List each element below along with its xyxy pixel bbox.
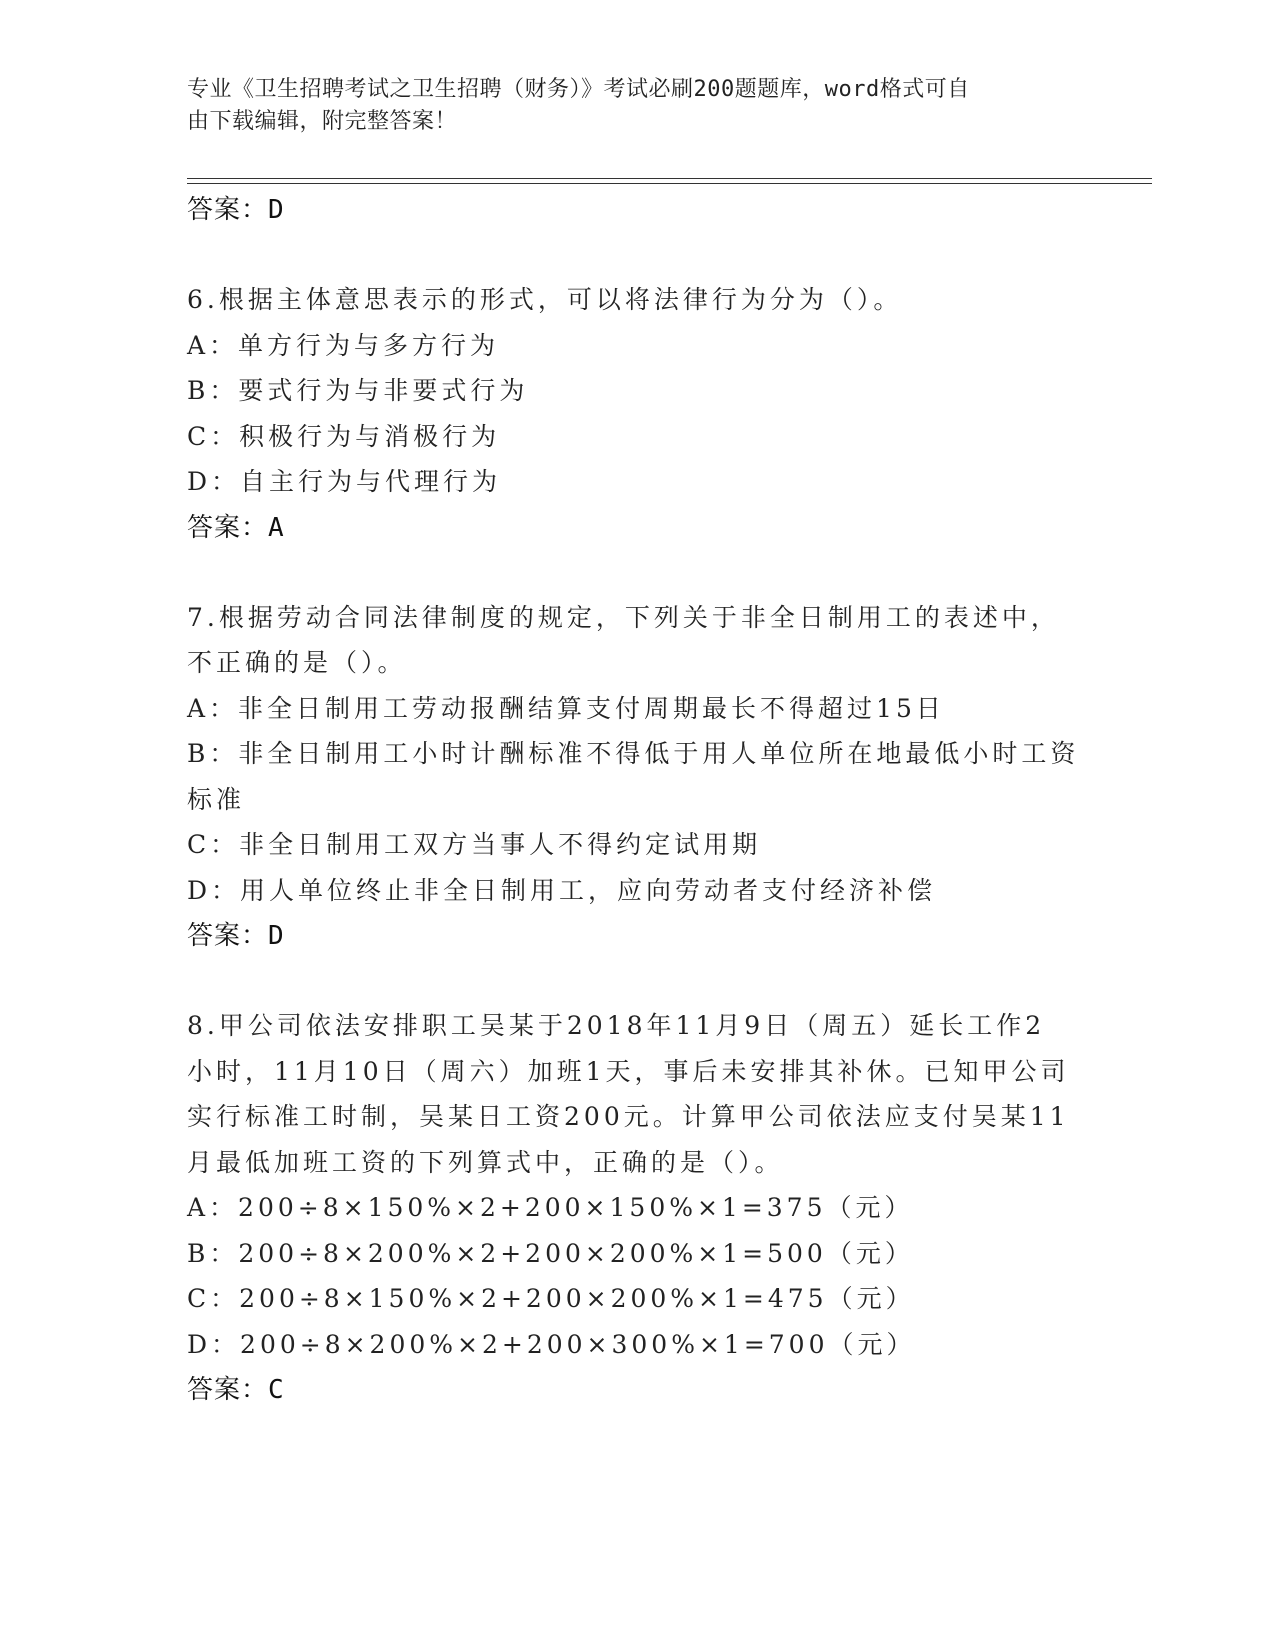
question-answer [187, 505, 1087, 551]
answer-value: A [268, 512, 285, 543]
header-divider [187, 178, 1152, 179]
question-8 [187, 1003, 1087, 1413]
answer-value: C [268, 1375, 285, 1405]
option-d: D：自主行为与代理行为 [187, 467, 502, 496]
stem-line: 小时，11月10日（周六）加班1天，事后未安排其补休。已知甲公司 [187, 1056, 1070, 1086]
header-divider [187, 183, 1152, 184]
stem-line: 7.根据劳动合同法律制度的规定，下列关于非全日制用工的表述中， [187, 602, 1060, 632]
header-line: 专业《卫生招聘考试之卫生招聘（财务）》考试必刷200题题库，word格式可自 [187, 77, 970, 102]
answer-label: 答案： [187, 921, 269, 951]
question-answer [187, 913, 1087, 959]
question-stem [187, 1003, 1070, 1185]
option-a: A：单方行为与多方行为 [187, 330, 500, 360]
option-b: B：200÷8×200%×2+200×200%×1=500（元） [187, 1238, 914, 1268]
option-c: C：非全日制用工双方当事人不得约定试用期 [187, 830, 762, 859]
question-6 [187, 277, 1087, 551]
previous-answer [187, 187, 1087, 233]
question-7 [187, 595, 1087, 960]
option-a: A：非全日制用工劳动报酬结算支付周期最长不得超过15日 [187, 693, 945, 723]
document-header [187, 74, 1067, 138]
header-line: 由下载编辑，附完整答案！ [187, 109, 458, 134]
option-d: D：200÷8×200%×2+200×300%×1=700（元） [187, 1329, 916, 1359]
option-c: C：积极行为与消极行为 [187, 421, 501, 451]
option-a: A：200÷8×150%×2+200×150%×1=375（元） [187, 1193, 914, 1222]
option-d: D：用人单位终止非全日制用工，应向劳动者支付经济补偿 [187, 875, 937, 905]
stem-line: 6.根据主体意思表示的形式，可以将法律行为分为（）。 [187, 285, 903, 314]
option-c: C：200÷8×150%×2+200×200%×1=475（元） [187, 1284, 915, 1313]
stem-line: 实行标准工时制，吴某日工资200元。计算甲公司依法应支付吴某11 [187, 1102, 1070, 1131]
stem-line: 不正确的是（）。 [187, 648, 407, 677]
stem-line: 8.甲公司依法安排职工吴某于2018年11月9日（周五）延长工作2 [187, 1011, 1046, 1040]
answer-label: 答案： [187, 1375, 269, 1405]
question-answer [187, 1367, 1087, 1413]
question-stem [187, 595, 1067, 686]
answer-label: 答案： [187, 195, 269, 225]
stem-line: 月最低加班工资的下列算式中，正确的是（）。 [187, 1147, 784, 1177]
question-stem [187, 277, 1067, 323]
question-list [187, 187, 1087, 1413]
option-b: B：要式行为与非要式行为 [187, 376, 529, 405]
answer-label: 答案： [187, 512, 269, 543]
option-b [187, 731, 1087, 822]
option-line: 标准 [187, 784, 246, 814]
answer-value: D [268, 921, 285, 951]
answer-value: D [268, 195, 285, 225]
option-line: B：非全日制用工小时计酬标准不得低于用人单位所在地最低小时工资 [187, 739, 1080, 768]
